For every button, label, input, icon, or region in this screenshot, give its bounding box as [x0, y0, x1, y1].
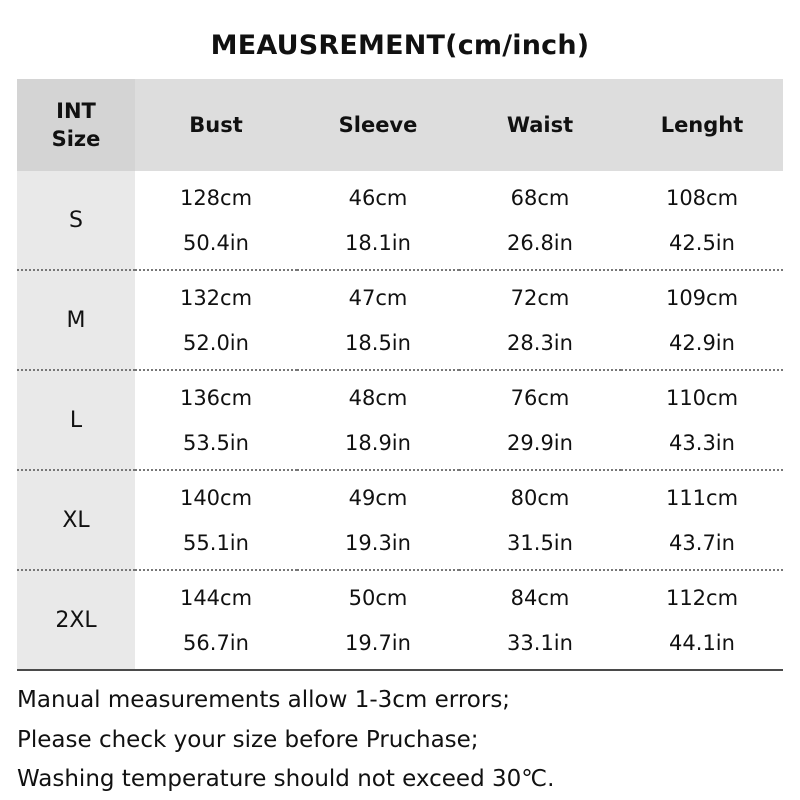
cell-2xl-length-cm: 112cm [621, 570, 783, 620]
table-body [17, 171, 783, 669]
cell-m-bust-cm: 132cm [135, 270, 297, 320]
cell-xl-sleeve-cm: 49cm [297, 470, 459, 520]
table-header [17, 79, 783, 171]
cell-m-waist-cm: 72cm [459, 270, 621, 320]
cell-2xl-sleeve-in: 19.7in [345, 630, 411, 655]
column-header-bust: Bust [135, 79, 297, 171]
note-line-2: Please check your size before Pruchase; [17, 726, 479, 753]
cell-xl-sleeve-in: 19.3in [345, 530, 411, 555]
notes-section [17, 671, 783, 800]
cell-2xl-bust-cm: 144cm [135, 570, 297, 620]
cell-l-sleeve-in: 18.9in [345, 430, 411, 455]
cell-2xl-bust-in: 56.7in [183, 630, 249, 655]
cell-2xl-waist-in: 33.1in [507, 630, 573, 655]
cell-l-length-in: 43.3in [669, 430, 735, 455]
cell-m-length-cm: 109cm [621, 270, 783, 320]
note-line-1: Manual measurements allow 1-3cm errors; [17, 687, 511, 713]
cell-xl-bust-cm: 140cm [135, 470, 297, 520]
row-size-label-2xl: 2XL [17, 570, 135, 669]
cell-xl-length-cm: 111cm [621, 470, 783, 520]
cell-2xl-waist-cm: 84cm [459, 570, 621, 620]
column-header-int-size-line2: Size [51, 127, 101, 151]
page-title: MEAUSREMENT(cm/inch) [210, 30, 590, 61]
cell-l-waist-cm: 76cm [459, 370, 621, 420]
cell-l-sleeve-cm: 48cm [297, 370, 459, 420]
cell-l-bust-cm: 136cm [135, 370, 297, 420]
cell-s-sleeve-in: 18.1in [345, 230, 411, 255]
cell-m-length-in: 42.9in [669, 330, 735, 355]
cell-l-length-cm: 110cm [621, 370, 783, 420]
cell-m-sleeve-in: 18.5in [345, 330, 411, 355]
row-size-label-l: L [17, 370, 135, 470]
cell-m-waist-in: 28.3in [507, 330, 573, 355]
cell-s-waist-cm: 68cm [510, 185, 570, 210]
column-header-sleeve: Sleeve [297, 79, 459, 171]
cell-s-sleeve-cm: 46cm [348, 185, 408, 210]
table-row [17, 171, 783, 220]
column-header-waist: Waist [459, 79, 621, 171]
table-row [17, 470, 783, 520]
table-row [17, 270, 783, 320]
table-row [17, 570, 783, 620]
column-header-length: Lenght [621, 79, 783, 171]
cell-xl-waist-cm: 80cm [459, 470, 621, 520]
table-row [17, 370, 783, 420]
row-size-label-xl: XL [17, 470, 135, 570]
cell-2xl-length-in: 44.1in [669, 630, 735, 655]
measurement-table [17, 79, 783, 669]
cell-m-sleeve-cm: 47cm [297, 270, 459, 320]
cell-s-bust-in: 50.4in [183, 230, 249, 255]
cell-s-bust-cm: 128cm [179, 185, 253, 210]
row-size-label-s: S [17, 171, 135, 270]
column-header-int-size [17, 79, 135, 171]
cell-l-bust-in: 53.5in [183, 430, 249, 455]
note-line-3: Washing temperature should not exceed 30℃. [17, 766, 555, 793]
row-size-label-m: M [17, 270, 135, 370]
cell-xl-bust-in: 55.1in [183, 530, 249, 555]
cell-xl-length-in: 43.7in [669, 530, 735, 555]
cell-xl-waist-in: 31.5in [507, 530, 573, 555]
cell-s-waist-in: 26.8in [507, 230, 573, 255]
cell-s-length-cm: 108cm [665, 185, 739, 210]
cell-m-bust-in: 52.0in [183, 330, 249, 355]
table-header-row [17, 79, 783, 171]
column-header-int-size-line1: INT [56, 98, 96, 123]
cell-2xl-sleeve-cm: 50cm [297, 570, 459, 620]
cell-l-waist-in: 29.9in [507, 430, 573, 455]
cell-s-length-in: 42.5in [669, 230, 735, 255]
